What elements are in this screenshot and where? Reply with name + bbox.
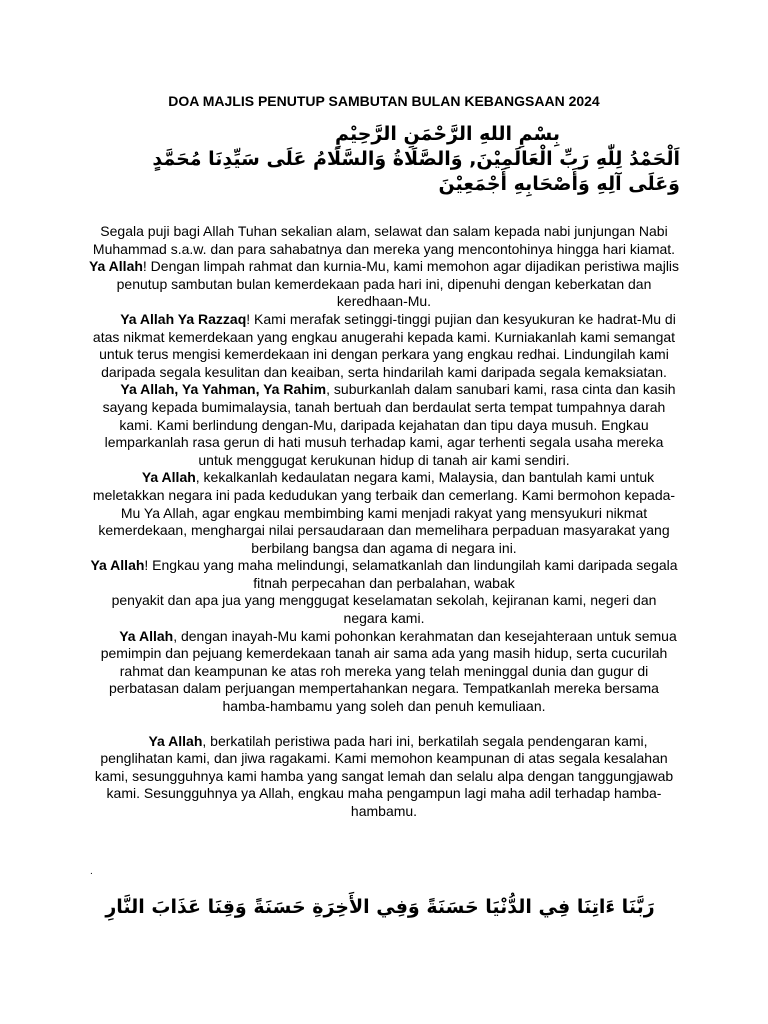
paragraph-praise: Segala puji bagi Allah Tuhan sekalian alam, selawat dan salam kepada nabi junjungan Nabi Muhammad s.a.w. dan para sahabatnya dan mereka yang mencontohinya hingga hari kiamat.	[92, 223, 676, 257]
prayer-body	[88, 223, 680, 821]
arabic-closing: رَبَّنَا ءَاتِنَا فِي الدُّنْيَا حَسَنَةً وَفِي الأَخِرَةِ حَسَنَةً وَقِنَا عَذَابَ النَّارِ	[105, 896, 655, 918]
paragraph-blessing: Ya Allah! Dengan limpah rahmat dan kurnia-Mu, kami memohon agar dijadikan peristiwa majlis penutup sambutan bulan kemerdekaan pada hari ini, dipenuhi dengan keberkatan dan keredhaan-Mu.	[88, 258, 680, 310]
arabic-opening-line-2: وَعَلَى آلِهِ وَأَصْحَابِهِ أَجْمَعِيْنَ	[438, 173, 680, 195]
paragraph-gratitude: Ya Allah Ya Razzaq! Kami merafak setinggi-tinggi pujian dan kesyukuran ke hadrat-Mu di atas nikmat kemerdekaan yang engkau anugerahi kepada kami. Kurniakanlah kami semangat untuk terus mengisi kemerdekaan ini dengan perkara yang engkau redhai. Lindungilah kami daripada segala kesulitan dan keaiban, serta hindarilah kami daripada segala kemaksiatan.	[92, 310, 676, 380]
stray-mark: .	[90, 866, 93, 877]
paragraph-forgiveness: Ya Allah, berkatilah peristiwa pada hari ini, berkatilah segala pendengaran kami, penglihatan kami, dan jiwa ragakami. Kami memohon keampunan di atas segala kesalahan kami, sesungguhnya kami hamba yang sangat lemah dan selalu alpa dengan tanggungjawab kami. Sesungguhnya ya Allah, engkau maha pengampun lagi maha adil terhadap hamba-hambamu.	[94, 732, 674, 819]
paragraph-spacer	[88, 716, 680, 733]
paragraph-protection: Ya Allah! Engkau yang maha melindungi, selamatkanlah dan lindungilah kami daripada segala fitnah perpecahan dan perbalahan, wabak	[90, 557, 678, 591]
arabic-opening	[80, 122, 680, 197]
paragraph-love-of-nation: Ya Allah, Ya Yahman, Ya Rahim, suburkanlah dalam sanubari kami, rasa cinta dan kasih sayang kepada bumimalaysia, tanah bertuah dan berdaulat serta tempat tumpahnya darah kami. Kami berlindung dengan-Mu, daripada kejahatan dan tipu daya musuh. Engkau lemparkanlah rasa gerun di hati musuh terhadap kami, agar terhenti segala usaha mereka untuk menggugat kerukunan hidup di tanah air kami sendiri.	[102, 381, 676, 468]
paragraph-leaders: Ya Allah, dengan inayah-Mu kami pohonkan kerahmatan dan kesejahteraan untuk semua pemimpin dan pejuang kemerdekaan tanah air sama ada yang masih hidup, serta cucurilah rahmat dan keampunan ke atas roh mereka yang telah meninggal dunia dan gugur di perbatasan dalam perjuangan mempertahankan negara. Tempatkanlah mereka bersama hamba-hambamu yang soleh dan penuh kemuliaan.	[100, 627, 677, 715]
bismillah: بِسْمِ اللهِ الرَّحْمَنِ الرَّحِيْمِ	[335, 123, 560, 145]
document-title: DOA MAJLIS PENUTUP SAMBUTAN BULAN KEBANGSAAN 2024	[168, 93, 600, 109]
paragraph-protection-cont: penyakit dan apa jua yang menggugat keselamatan sekolah, kejiranan kami, negeri dan negara kami.	[111, 592, 657, 627]
arabic-opening-line-1: اَلْحَمْدُ لِلّٰهِ رَبِّ الْعَالَمِيْنَ, وَالصَّلَاةُ وَالسَّلَامُ عَلَى سَيِّدِنَا مُحَمَّدٍ	[152, 148, 680, 170]
paragraph-sovereignty: Ya Allah, kekalkanlah kedaulatan negara kami, Malaysia, dan bantulah kami untuk meletakkan negara ini pada kedudukan yang terbaik dan cemerlang. Kami bermohon kepada-Mu Ya Allah, agar engkau membimbing kami menjadi rakyat yang mensyukuri nikmat kemerdekaan, menghargai nilai persaudaraan dan memelihara perpaduan masyarakat yang berbilang bangsa dan agama di negara ini.	[92, 469, 676, 556]
